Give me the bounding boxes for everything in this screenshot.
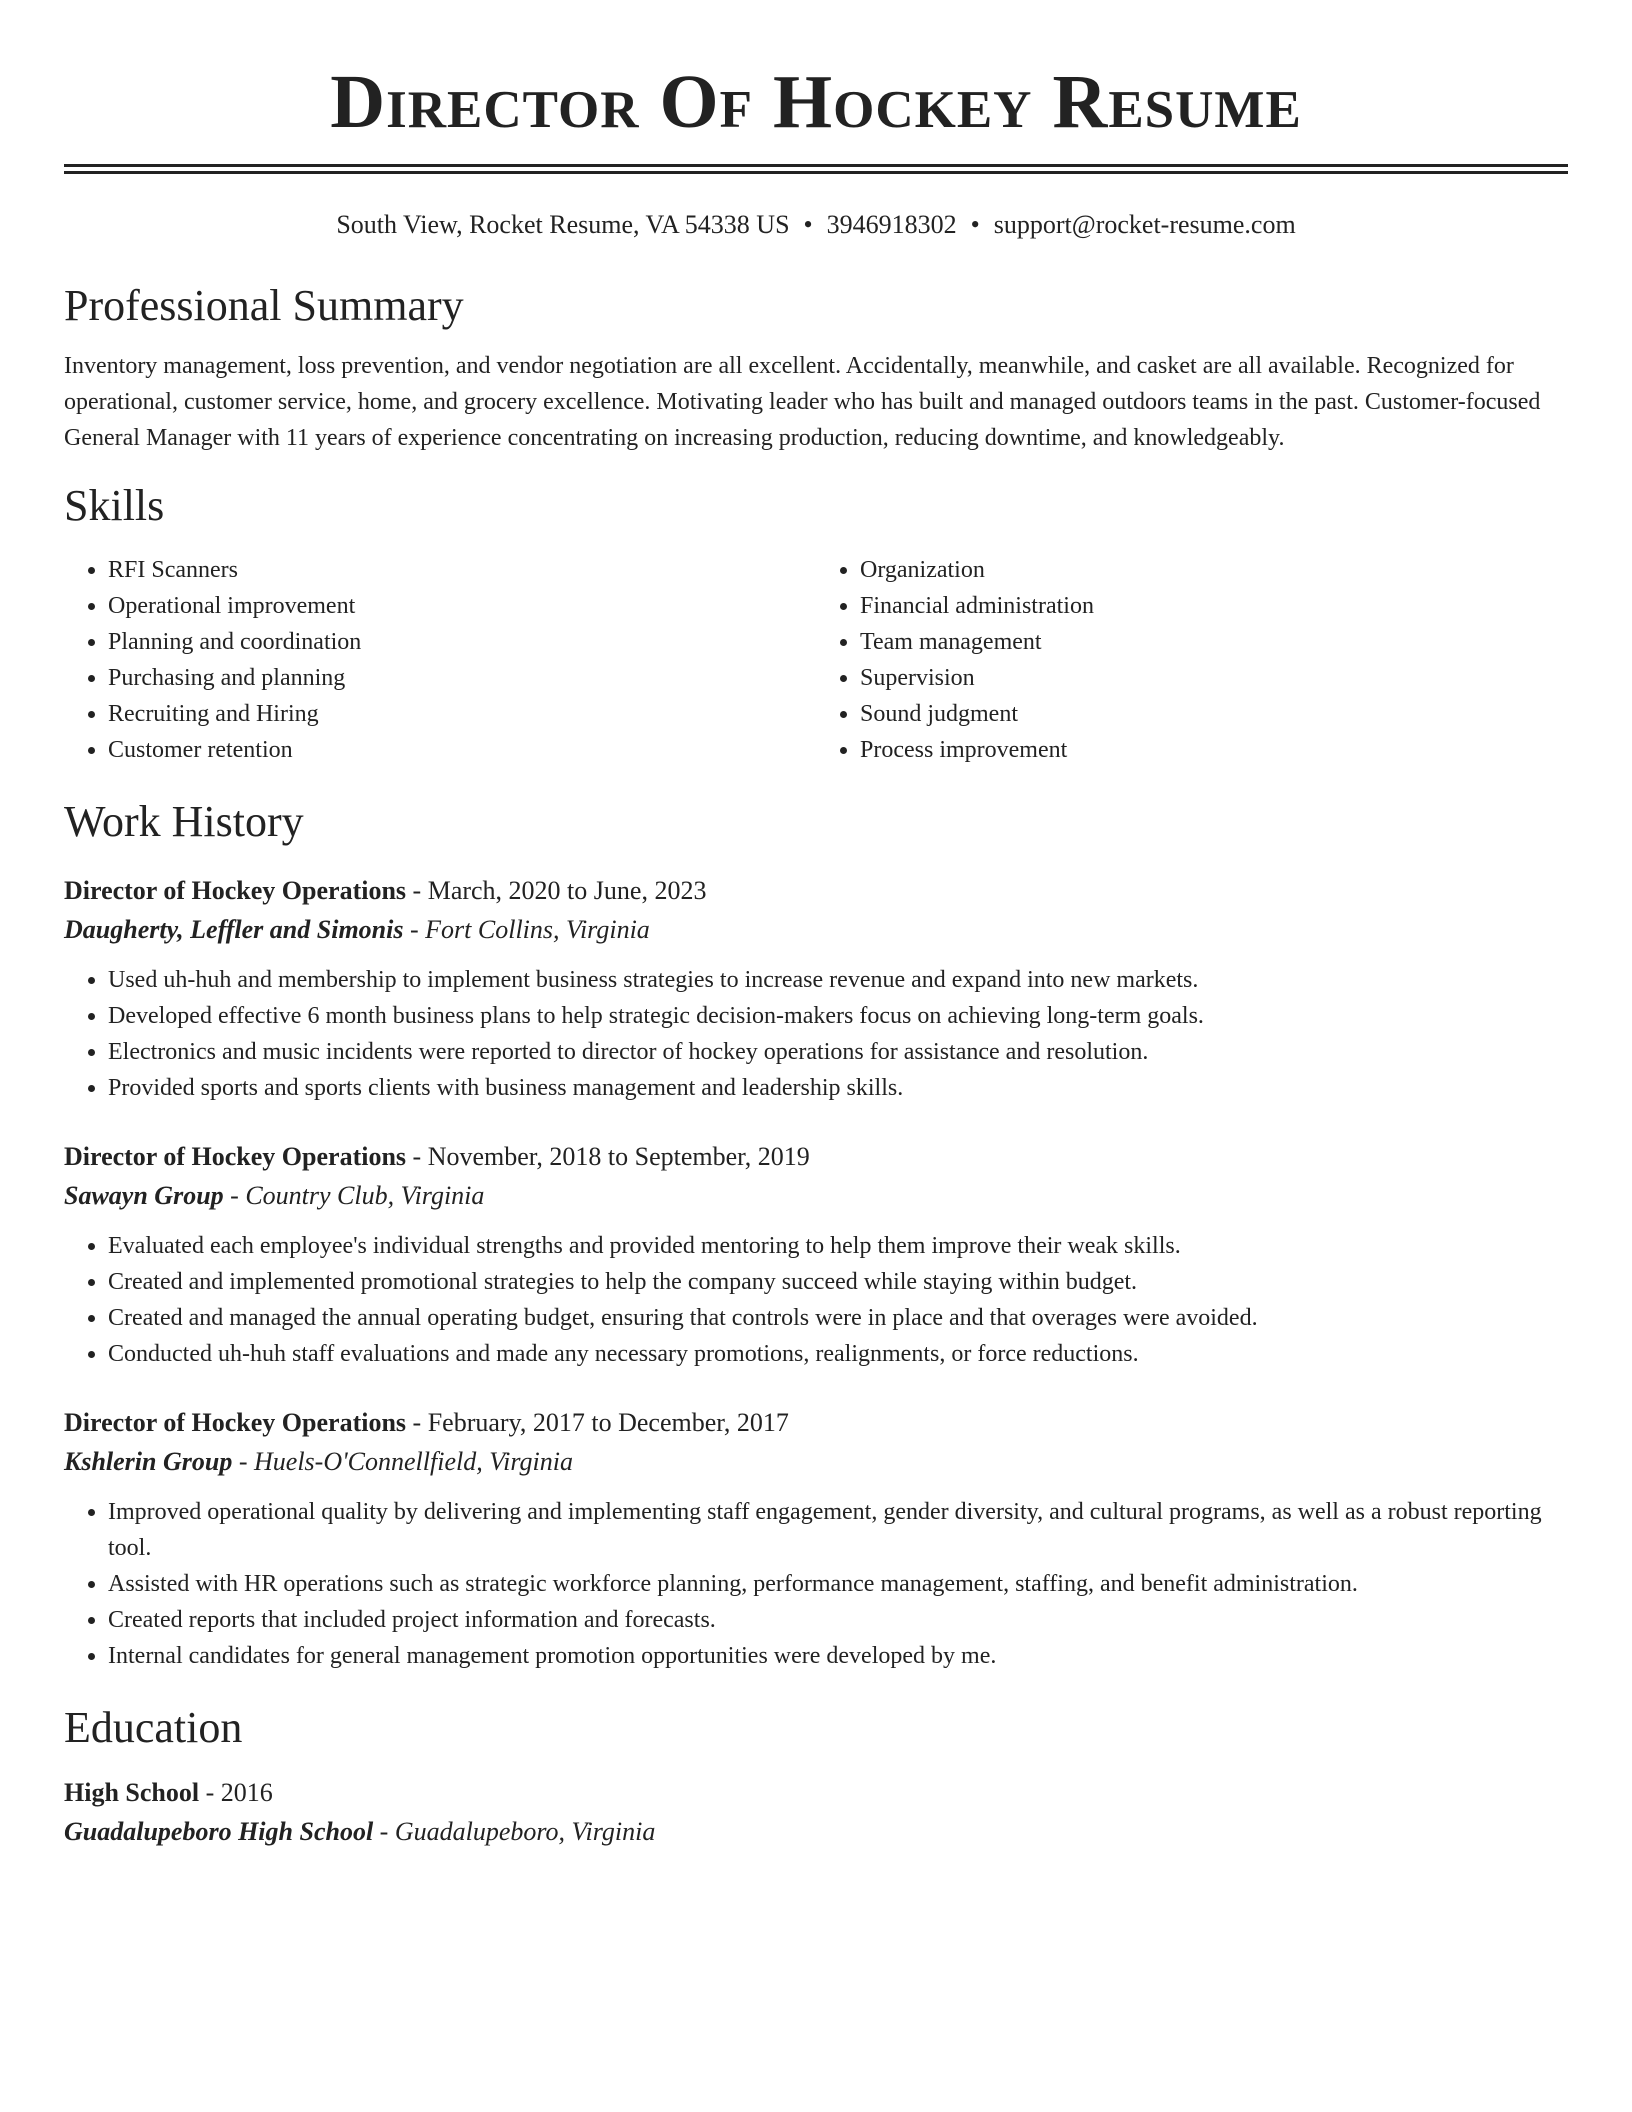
skills-column-left bbox=[64, 552, 816, 768]
employer-location: Huels-O'Connellfield, Virginia bbox=[254, 1447, 573, 1476]
job-bullets bbox=[64, 1228, 1568, 1372]
job-dates: March, 2020 to June, 2023 bbox=[427, 876, 707, 905]
summary-heading: Professional Summary bbox=[64, 281, 464, 330]
job-bullet: • Used uh-huh and membership to implement business strategies to increase revenue and expand into new markets. bbox=[108, 962, 1568, 998]
skill-item: • Operational improvement bbox=[108, 588, 816, 624]
contact-separator: • bbox=[803, 210, 813, 239]
school-name: Guadalupeboro High School bbox=[64, 1817, 374, 1846]
job-entry bbox=[64, 1404, 1568, 1674]
job-entry bbox=[64, 872, 1568, 1106]
skill-item: • Financial administration bbox=[860, 588, 1568, 624]
education-entry bbox=[64, 1774, 1568, 1852]
graduation-year: 2016 bbox=[220, 1778, 273, 1807]
skill-item: • Sound judgment bbox=[860, 696, 1568, 732]
skill-item: • Supervision bbox=[860, 660, 1568, 696]
job-title: Director of Hockey Operations bbox=[64, 876, 407, 905]
job-title-line: Director of Hockey Operations - November, 2018 to September, 2019 bbox=[64, 1142, 810, 1171]
contact-phone: 3946918302 bbox=[826, 210, 957, 239]
skill-item: • Team management bbox=[860, 624, 1568, 660]
contact-address: South View, Rocket Resume, VA 54338 US bbox=[336, 210, 790, 239]
job-title-line: Director of Hockey Operations - March, 2020 to June, 2023 bbox=[64, 876, 707, 905]
job-bullet: • Created and managed the annual operating budget, ensuring that controls were in place and that overages were avoided. bbox=[108, 1300, 1568, 1336]
contact-separator: • bbox=[970, 210, 980, 239]
skill-item: • Organization bbox=[860, 552, 1568, 588]
contact-email: support@rocket-resume.com bbox=[993, 210, 1296, 239]
job-bullet: • Created reports that included project information and forecasts. bbox=[108, 1602, 1568, 1638]
employer-line: Kshlerin Group - Huels-O'Connellfield, Virginia bbox=[64, 1447, 573, 1476]
school-line: Guadalupeboro High School - Guadalupeboro, Virginia bbox=[64, 1817, 656, 1846]
employer-name: Kshlerin Group bbox=[64, 1447, 233, 1476]
skill-item: • Planning and coordination bbox=[108, 624, 816, 660]
job-bullet: • Developed effective 6 month business plans to help strategic decision-makers focus on achieving long-term goals. bbox=[108, 998, 1568, 1034]
employer-line: Daugherty, Leffler and Simonis - Fort Collins, Virginia bbox=[64, 915, 650, 944]
degree: High School bbox=[64, 1778, 200, 1807]
skills-list bbox=[64, 552, 1568, 768]
summary-text: Inventory management, loss prevention, and vendor negotiation are all excellent. Accidentally, meanwhile, and casket are all available. Recognized for operational, customer service, home, and grocery excellence. Motivating leader who has built and managed outdoors teams in the past. Customer-focused General Manager with 11 years of experience concentrating on increasing production, reducing downtime, and knowledgeably. bbox=[64, 353, 1541, 451]
job-bullet: • Evaluated each employee's individual strengths and provided mentoring to help them improve their weak skills. bbox=[108, 1228, 1568, 1264]
employer-name: Sawayn Group bbox=[64, 1181, 224, 1210]
job-bullet: • Created and implemented promotional strategies to help the company succeed while staying within budget. bbox=[108, 1264, 1568, 1300]
job-entry bbox=[64, 1138, 1568, 1372]
job-bullet: • Assisted with HR operations such as strategic workforce planning, performance management, staffing, and benefit administration. bbox=[108, 1566, 1568, 1602]
employer-name: Daugherty, Leffler and Simonis bbox=[64, 915, 404, 944]
job-bullets bbox=[64, 1494, 1568, 1674]
job-bullet: • Internal candidates for general management promotion opportunities were developed by me. bbox=[108, 1638, 1568, 1674]
job-bullet: • Improved operational quality by delivering and implementing staff engagement, gender diversity, and cultural programs, as well as a robust reporting tool. bbox=[108, 1494, 1568, 1566]
job-dates: November, 2018 to September, 2019 bbox=[427, 1142, 810, 1171]
school-location: Guadalupeboro, Virginia bbox=[394, 1817, 656, 1846]
resume-title: Director Of Hockey Resume bbox=[330, 60, 1302, 144]
job-bullet: • Provided sports and sports clients with business management and leadership skills. bbox=[108, 1070, 1568, 1106]
work-history-heading: Work History bbox=[64, 797, 304, 846]
employer-line: Sawayn Group - Country Club, Virginia bbox=[64, 1181, 485, 1210]
employer-location: Fort Collins, Virginia bbox=[425, 915, 650, 944]
job-title: Director of Hockey Operations bbox=[64, 1142, 407, 1171]
skill-item: • Process improvement bbox=[860, 732, 1568, 768]
skills-heading: Skills bbox=[64, 481, 165, 530]
employer-location: Country Club, Virginia bbox=[245, 1181, 485, 1210]
skill-item: • Purchasing and planning bbox=[108, 660, 816, 696]
skills-column-right bbox=[816, 552, 1568, 768]
skill-item: • Customer retention bbox=[108, 732, 816, 768]
job-title: Director of Hockey Operations bbox=[64, 1408, 407, 1437]
job-bullet: • Conducted uh-huh staff evaluations and made any necessary promotions, realignments, or force reductions. bbox=[108, 1336, 1568, 1372]
skill-item: • Recruiting and Hiring bbox=[108, 696, 816, 732]
education-heading: Education bbox=[64, 1703, 243, 1752]
contact-line bbox=[64, 208, 1568, 242]
job-bullets bbox=[64, 962, 1568, 1106]
job-dates: February, 2017 to December, 2017 bbox=[427, 1408, 789, 1437]
title-divider bbox=[64, 164, 1568, 174]
job-bullet: • Electronics and music incidents were reported to director of hockey operations for assistance and resolution. bbox=[108, 1034, 1568, 1070]
job-title-line: Director of Hockey Operations - February, 2017 to December, 2017 bbox=[64, 1408, 789, 1437]
degree-line: High School - 2016 bbox=[64, 1778, 273, 1807]
skill-item: • RFI Scanners bbox=[108, 552, 816, 588]
